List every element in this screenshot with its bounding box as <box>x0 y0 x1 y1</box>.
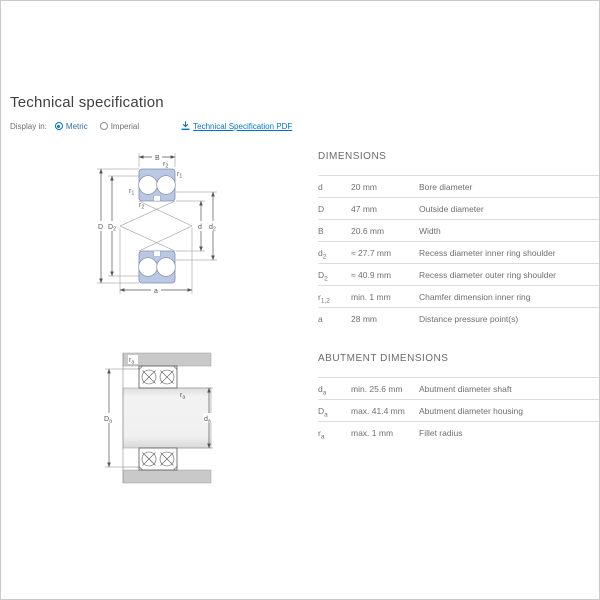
abutment-dimensions-heading: ABUTMENT DIMENSIONS <box>318 353 449 364</box>
label-d2: $d_2$ <box>209 224 216 233</box>
radio-metric[interactable] <box>55 122 88 131</box>
radio-metric-label[interactable]: Metric <box>65 121 88 131</box>
dimension-description: Recess diameter inner ring shoulder <box>419 247 556 258</box>
dimension-description: Distance pressure point(s) <box>419 313 519 324</box>
dimension-value: max. 41.4 mm <box>351 405 405 416</box>
dimension-value: 20 mm <box>351 181 377 192</box>
radio-imperial-icon[interactable] <box>100 122 108 130</box>
radio-imperial[interactable] <box>100 122 139 131</box>
dimension-value: 47 mm <box>351 203 377 214</box>
dimensions-table <box>318 175 600 329</box>
table-row <box>318 307 600 329</box>
table-row <box>318 263 600 285</box>
dimension-symbol: $D_2$ <box>318 269 328 283</box>
dimension-value: ≈ 27.7 mm <box>351 247 392 258</box>
dimensions-section <box>318 151 600 329</box>
label-r2-left: $r_2$ <box>139 202 145 211</box>
table-row <box>318 399 600 421</box>
page-title: Technical specification <box>10 94 164 111</box>
radio-imperial-label[interactable]: Imperial <box>110 121 140 131</box>
dimension-description: Abutment diameter housing <box>419 405 523 416</box>
abutment-dimensions-table <box>318 377 600 443</box>
label-B: B <box>155 155 160 162</box>
dimension-description: Bore diameter <box>419 181 473 192</box>
dimension-symbol: d <box>318 181 323 192</box>
table-row <box>318 377 600 399</box>
pdf-link-label[interactable]: Technical Specification PDF <box>193 121 293 131</box>
dimension-symbol: $r_{1,2}$ <box>318 291 330 305</box>
dimension-description: Fillet radius <box>419 427 463 438</box>
label-D2: $D_2$ <box>108 224 116 233</box>
dimension-value: min. 25.6 mm <box>351 383 403 394</box>
dimension-symbol: $d_2$ <box>318 247 327 261</box>
shaft-section <box>123 388 211 448</box>
abutment-dimensions-section <box>318 353 600 443</box>
label-ra-top: $r_a$ <box>129 357 135 366</box>
download-icon <box>181 121 190 131</box>
dimension-symbol: B <box>318 225 324 236</box>
dimension-description: Recess diameter outer ring shoulder <box>419 269 557 280</box>
dimension-description: Width <box>419 225 441 236</box>
label-r1-top: $r_1$ <box>177 171 183 180</box>
radio-metric-icon[interactable] <box>55 122 63 130</box>
display-controls <box>10 120 292 132</box>
label-Da: $D_a$ <box>104 416 112 425</box>
label-ra-inner: $r_a$ <box>180 392 186 401</box>
dimension-value: ≈ 40.9 mm <box>351 269 392 280</box>
dimensions-heading: DIMENSIONS <box>318 151 387 162</box>
dimension-value: min. 1 mm <box>351 291 391 302</box>
table-row <box>318 197 600 219</box>
dimension-description: Chamfer dimension inner ring <box>419 291 531 302</box>
label-r2-top: $r_2$ <box>163 161 169 170</box>
table-row <box>318 421 600 443</box>
table-row <box>318 285 600 307</box>
label-D: D <box>98 224 104 231</box>
dimension-description: Abutment diameter shaft <box>419 383 512 394</box>
table-row <box>318 219 600 241</box>
dimension-symbol: D <box>318 203 325 214</box>
contact-angle-lines <box>120 201 192 251</box>
label-a: a <box>154 288 158 295</box>
dimension-value: 28 mm <box>351 313 377 324</box>
dimension-value: max. 1 mm <box>351 427 394 438</box>
label-r1-left: $r_1$ <box>129 188 135 197</box>
display-in-label: Display in: <box>10 121 47 131</box>
dimension-symbol: $d_a$ <box>318 383 327 397</box>
dimension-symbol: a <box>318 313 323 324</box>
dimension-symbol: $r_a$ <box>318 427 325 441</box>
dimension-symbol: $D_a$ <box>318 405 328 419</box>
table-row <box>318 175 600 197</box>
label-da: $d_a$ <box>204 416 211 425</box>
pdf-link[interactable] <box>181 121 292 131</box>
label-d: d <box>198 224 202 231</box>
bearing-sections <box>139 169 176 283</box>
dimension-value: 20.6 mm <box>351 225 385 236</box>
table-row <box>318 241 600 263</box>
bearing-cross-section-drawing <box>89 145 239 307</box>
dimension-description: Outside diameter <box>419 203 484 214</box>
abutment-drawing <box>96 337 236 487</box>
